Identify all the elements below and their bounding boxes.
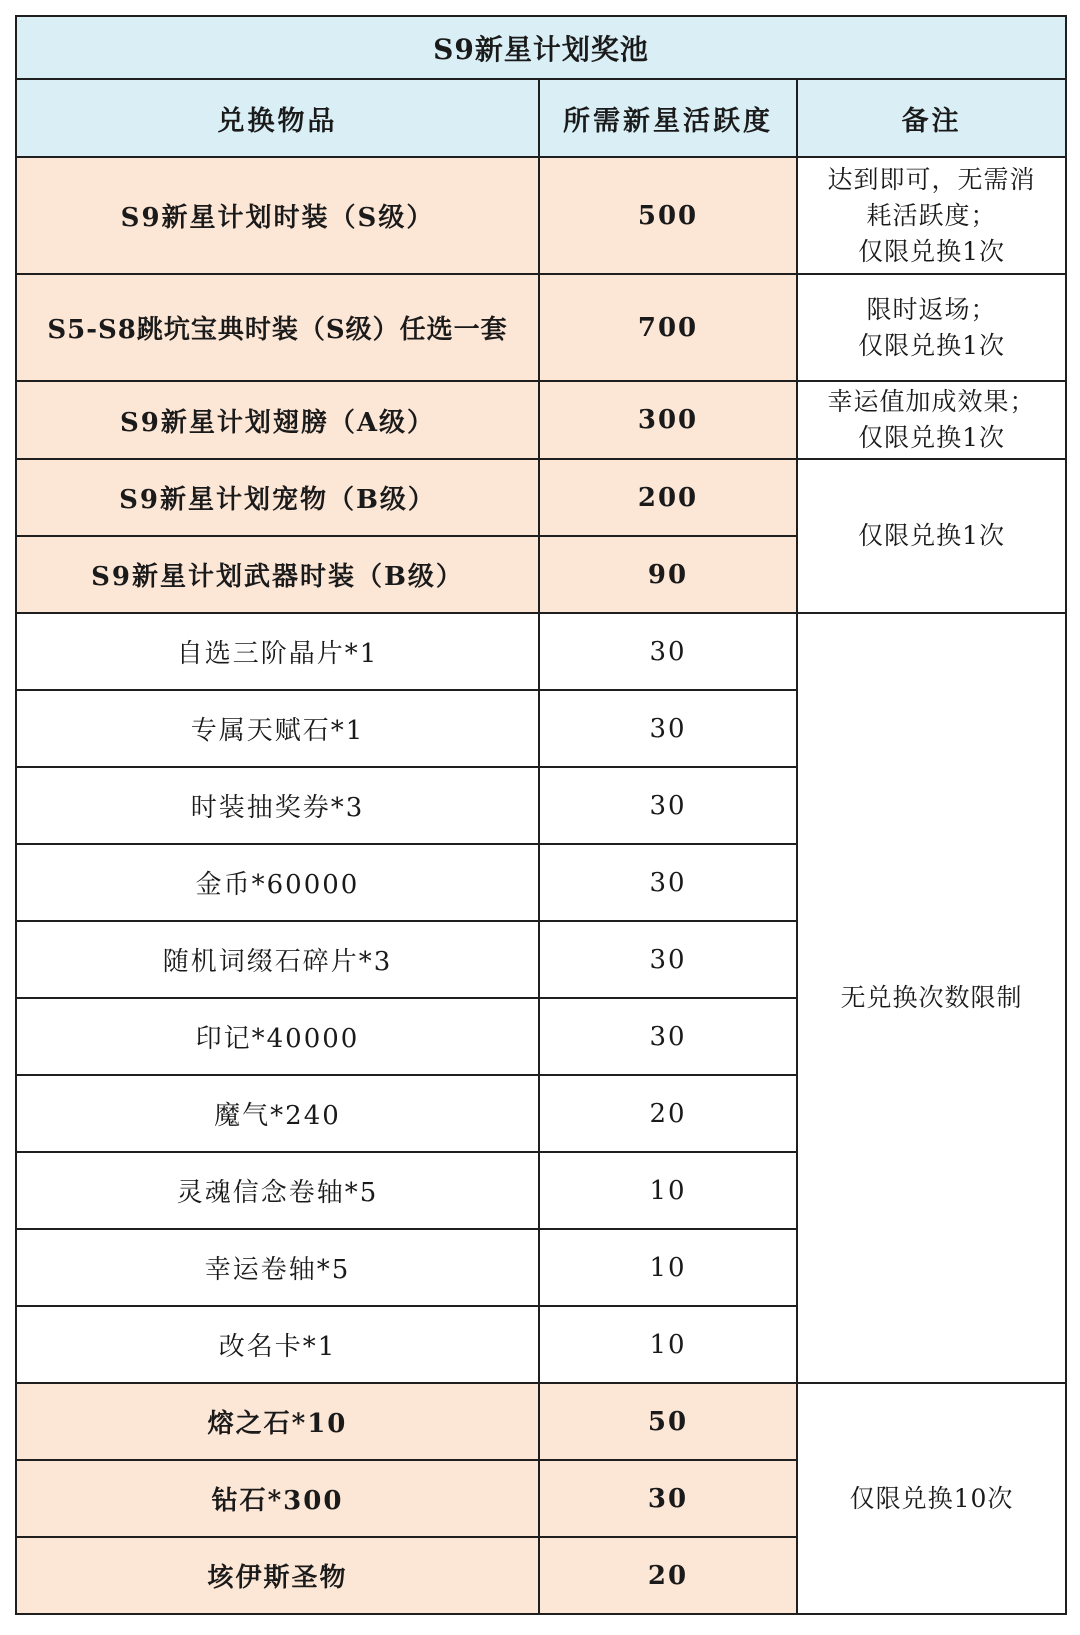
item-cell: 自选三阶晶片*1 xyxy=(16,613,539,690)
item-cell: 垓伊斯圣物 xyxy=(16,1537,539,1614)
note-cell: 无兑换次数限制 xyxy=(797,613,1066,1383)
item-cell: S9新星计划宠物（B级） xyxy=(16,459,539,536)
note-cell xyxy=(797,274,1066,381)
item-cell: S5-S8跳坑宝典时装（S级）任选一套 xyxy=(16,274,539,381)
note-line: 耗活跃度； xyxy=(866,200,997,230)
cost-cell: 10 xyxy=(539,1306,797,1383)
table-row xyxy=(16,274,1066,381)
note-cell xyxy=(797,381,1066,459)
header-item: 兑换物品 xyxy=(16,79,539,157)
note-line: 幸运值加成效果； xyxy=(827,387,1036,416)
item-cell: 随机词缀石碎片*3 xyxy=(16,921,539,998)
reward-pool-table xyxy=(15,15,1067,1615)
note-line: 达到即可，无需消 xyxy=(827,164,1036,194)
note-line: 仅限兑换1次 xyxy=(858,236,1005,266)
cost-cell: 10 xyxy=(539,1152,797,1229)
cost-cell: 20 xyxy=(539,1075,797,1152)
note-line: 限时返场； xyxy=(866,294,997,324)
cost-cell: 30 xyxy=(539,1460,797,1537)
item-cell: 改名卡*1 xyxy=(16,1306,539,1383)
table-row xyxy=(16,381,1066,459)
header-row xyxy=(16,79,1066,157)
cost-cell: 300 xyxy=(539,381,797,459)
header-note: 备注 xyxy=(797,79,1066,157)
note-line: 仅限兑换1次 xyxy=(858,330,1005,360)
note-cell xyxy=(797,157,1066,274)
cost-cell: 20 xyxy=(539,1537,797,1614)
item-cell: S9新星计划武器时装（B级） xyxy=(16,536,539,613)
cost-cell: 200 xyxy=(539,459,797,536)
item-cell: 印记*40000 xyxy=(16,998,539,1075)
cost-cell: 30 xyxy=(539,690,797,767)
item-cell: S9新星计划翅膀（A级） xyxy=(16,381,539,459)
cost-cell: 30 xyxy=(539,998,797,1075)
item-cell: 魔气*240 xyxy=(16,1075,539,1152)
header-cost: 所需新星活跃度 xyxy=(539,79,797,157)
table-row xyxy=(16,157,1066,274)
cost-cell: 30 xyxy=(539,613,797,690)
note-cell: 仅限兑换1次 xyxy=(797,459,1066,613)
cost-cell: 90 xyxy=(539,536,797,613)
table-row xyxy=(16,1383,1066,1460)
item-cell: 专属天赋石*1 xyxy=(16,690,539,767)
item-cell: 钻石*300 xyxy=(16,1460,539,1537)
table-row xyxy=(16,613,1066,690)
table-title: S9新星计划奖池 xyxy=(16,16,1066,79)
item-cell: S9新星计划时装（S级） xyxy=(16,157,539,274)
reward-pool-sheet xyxy=(15,15,1065,1615)
title-row xyxy=(16,16,1066,79)
note-line: 仅限兑换1次 xyxy=(858,423,1005,452)
item-cell: 金币*60000 xyxy=(16,844,539,921)
cost-cell: 30 xyxy=(539,844,797,921)
item-cell: 熔之石*10 xyxy=(16,1383,539,1460)
cost-cell: 50 xyxy=(539,1383,797,1460)
item-cell: 时装抽奖券*3 xyxy=(16,767,539,844)
table-row xyxy=(16,459,1066,536)
cost-cell: 30 xyxy=(539,921,797,998)
cost-cell: 500 xyxy=(539,157,797,274)
item-cell: 灵魂信念卷轴*5 xyxy=(16,1152,539,1229)
cost-cell: 10 xyxy=(539,1229,797,1306)
cost-cell: 30 xyxy=(539,767,797,844)
note-cell: 仅限兑换10次 xyxy=(797,1383,1066,1614)
item-cell: 幸运卷轴*5 xyxy=(16,1229,539,1306)
cost-cell: 700 xyxy=(539,274,797,381)
